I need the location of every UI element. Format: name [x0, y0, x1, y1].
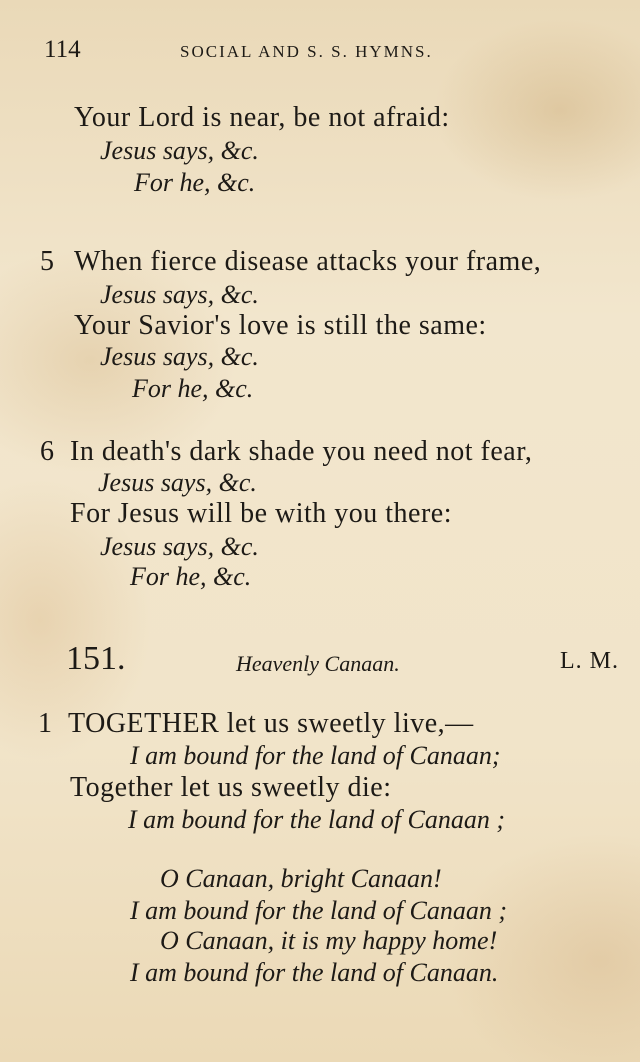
- refrain-line: I am bound for the land of Canaan ;: [128, 805, 505, 834]
- verse-number: 1: [38, 708, 52, 739]
- verse-line: Your Savior's love is still the same:: [74, 310, 487, 341]
- verse-line: For Jesus will be with you there:: [70, 498, 453, 529]
- hymn-number: 151.: [66, 640, 126, 677]
- chorus-line: O Canaan, bright Canaan!: [160, 864, 442, 893]
- verse-line: Together let us sweetly die:: [70, 772, 392, 803]
- refrain-line: Jesus says, &c.: [100, 342, 259, 371]
- refrain-line: Jesus says, &c.: [100, 136, 259, 165]
- page-header: [0, 36, 640, 70]
- running-head: SOCIAL AND S. S. HYMNS.: [180, 42, 433, 61]
- verse-number: 6: [40, 436, 54, 467]
- page-number: 114: [44, 36, 81, 63]
- refrain-line: I am bound for the land of Canaan;: [130, 741, 501, 770]
- chorus-line: O Canaan, it is my happy home!: [160, 926, 498, 955]
- hymn-meter: L. M.: [560, 648, 619, 674]
- chorus-line: I am bound for the land of Canaan ;: [130, 896, 507, 925]
- verse-line: When fierce disease attacks your frame,: [74, 246, 542, 277]
- hymn-title: Heavenly Canaan.: [236, 651, 400, 676]
- refrain-line: Jesus says, &c.: [98, 468, 257, 497]
- refrain-line: For he, &c.: [134, 168, 256, 197]
- verse-line: TOGETHER let us sweetly live,—: [68, 708, 474, 739]
- verse-number: 5: [40, 246, 54, 277]
- verse-line: Your Lord is near, be not afraid:: [74, 102, 450, 133]
- refrain-line: For he, &c.: [132, 374, 254, 403]
- chorus-line: I am bound for the land of Canaan.: [130, 958, 499, 987]
- refrain-line: Jesus says, &c.: [100, 280, 259, 309]
- refrain-line: For he, &c.: [130, 562, 252, 591]
- verse-line: In death's dark shade you need not fear,: [70, 436, 533, 467]
- refrain-line: Jesus says, &c.: [100, 532, 259, 561]
